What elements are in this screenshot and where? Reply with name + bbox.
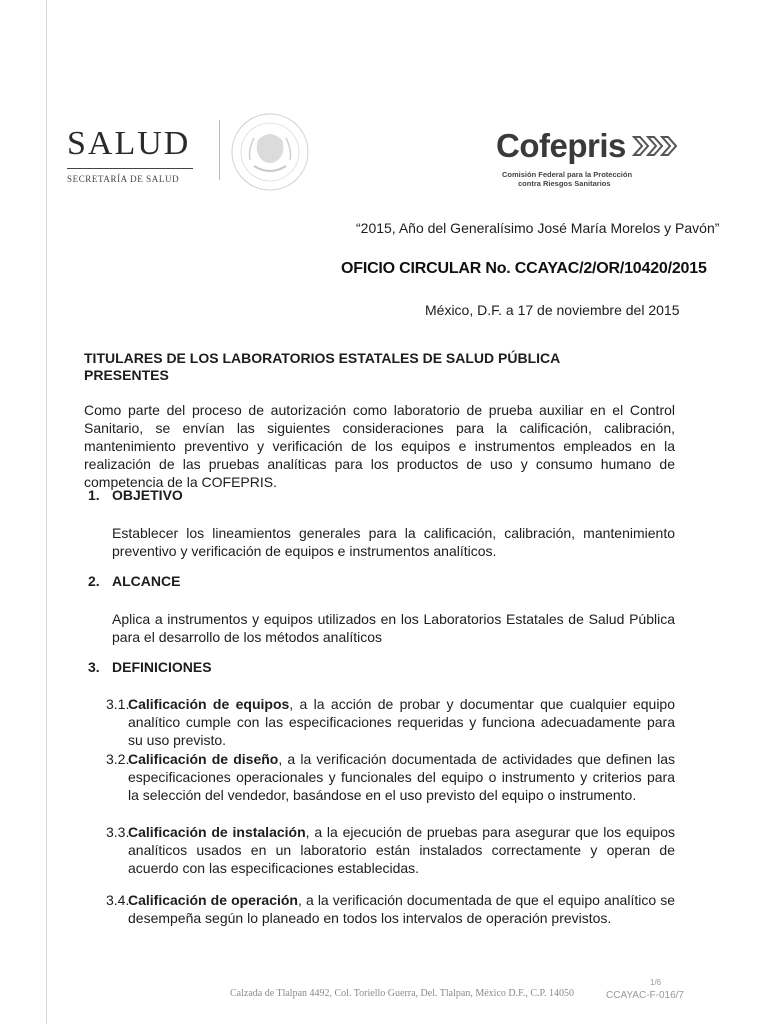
definition-item (106, 695, 675, 749)
section-heading (88, 487, 183, 503)
recipient-line2: PRESENTES (84, 367, 169, 383)
definition-text: , a la verificación documentada de actividades que definen las especificaciones operacionales y funcionales del equipo o instrumento y criterios para la selección del vendedor, basándose en el uso previsto del equipo o instrumento. (128, 751, 675, 803)
intro-paragraph: Como parte del proceso de autorización como laboratorio de prueba auxiliar en el Control Sanitario, se envían las siguientes consideraciones para la calificación, calibración, mantenimiento preventivo y verificación de los equipos e instrumentos empleados en la realización de las pruebas analíticas para los productos de uso y consumo humano de competencia de la COFEPRIS. (84, 402, 675, 490)
oficio-number: OFICIO CIRCULAR No. CCAYAC/2/OR/10420/2015 (341, 260, 707, 277)
definition-term: Calificación de equipos (128, 696, 290, 712)
salud-logo (67, 126, 217, 184)
definition-text: , a la acción de probar y documentar que cualquier equipo analítico cumple con las especificaciones requeridas y funciona adecuadamente para su uso previsto. (128, 696, 676, 748)
section-text: Aplica a instrumentos y equipos utilizados en los Laboratorios Estatales de Salud Pública para el desarrollo de los métodos analíticos (112, 611, 675, 645)
cofepris-arrows-icon (632, 133, 686, 159)
cofepris-logo (496, 128, 696, 188)
form-code: CCAYAC-F-016/7 (606, 990, 684, 1001)
section-number: 2. (88, 573, 100, 589)
definition-number: 3.3. (106, 824, 130, 840)
logo-divider (219, 120, 220, 180)
salud-wordmark: SALUD (67, 125, 191, 162)
section-title: OBJETIVO (112, 487, 183, 503)
section-text: Establecer los lineamientos generales para la calificación, calibración, mantenimiento preventivo y verificación de equipos e instrumentos analíticos. (112, 525, 675, 559)
salud-underline (67, 168, 193, 169)
definition-text: , a la verificación documentada de que el equipo analítico se desempeña según lo planeado en todos los intervalos de operación previstos. (128, 892, 675, 926)
cofepris-subtitle-line2: contra Riesgos Sanitarios (518, 179, 611, 188)
footer-address: Calzada de Tlalpan 4492, Col. Toriello Guerra, Del. Tlalpan, México D.F., C.P. 14050 (230, 988, 574, 999)
cofepris-subtitle (496, 170, 696, 188)
secretaria-label: SECRETARÍA DE SALUD (67, 174, 180, 184)
definition-number: 3.2. (106, 751, 130, 767)
definition-number: 3.1. (106, 696, 130, 712)
page-margin-line (46, 0, 47, 1024)
definition-term: Calificación de instalación (128, 824, 306, 840)
cofepris-wordmark: Cofepris (496, 127, 626, 164)
national-seal-icon (228, 110, 312, 194)
section-number: 3. (88, 659, 100, 675)
year-slogan: “2015, Año del Generalísimo José María Morelos y Pavón” (356, 220, 720, 236)
definition-item (106, 750, 675, 804)
definition-number: 3.4. (106, 892, 130, 908)
cofepris-subtitle-line1: Comisión Federal para la Protección (502, 170, 633, 179)
definition-term: Calificación de operación (128, 892, 298, 908)
recipient-block (84, 350, 560, 384)
recipient-line1: TITULARES DE LOS LABORATORIOS ESTATALES DE SALUD PÚBLICA (84, 350, 561, 366)
section-title: ALCANCE (112, 573, 181, 589)
page-number: 1/6 (650, 978, 662, 987)
definition-term: Calificación de diseño (128, 751, 279, 767)
definition-text: , a la ejecución de pruebas para asegurar que los equipos analíticos usados en un laboratorio están instalados correctamente y operan de acuerdo con las especificaciones establecidas. (128, 824, 676, 876)
section-heading (88, 573, 180, 589)
definition-item (106, 823, 675, 877)
section-number: 1. (88, 487, 100, 503)
definition-item (106, 891, 675, 927)
document-date: México, D.F. a 17 de noviembre del 2015 (425, 302, 680, 318)
section-title: DEFINICIONES (112, 659, 212, 675)
section-heading (88, 659, 212, 675)
